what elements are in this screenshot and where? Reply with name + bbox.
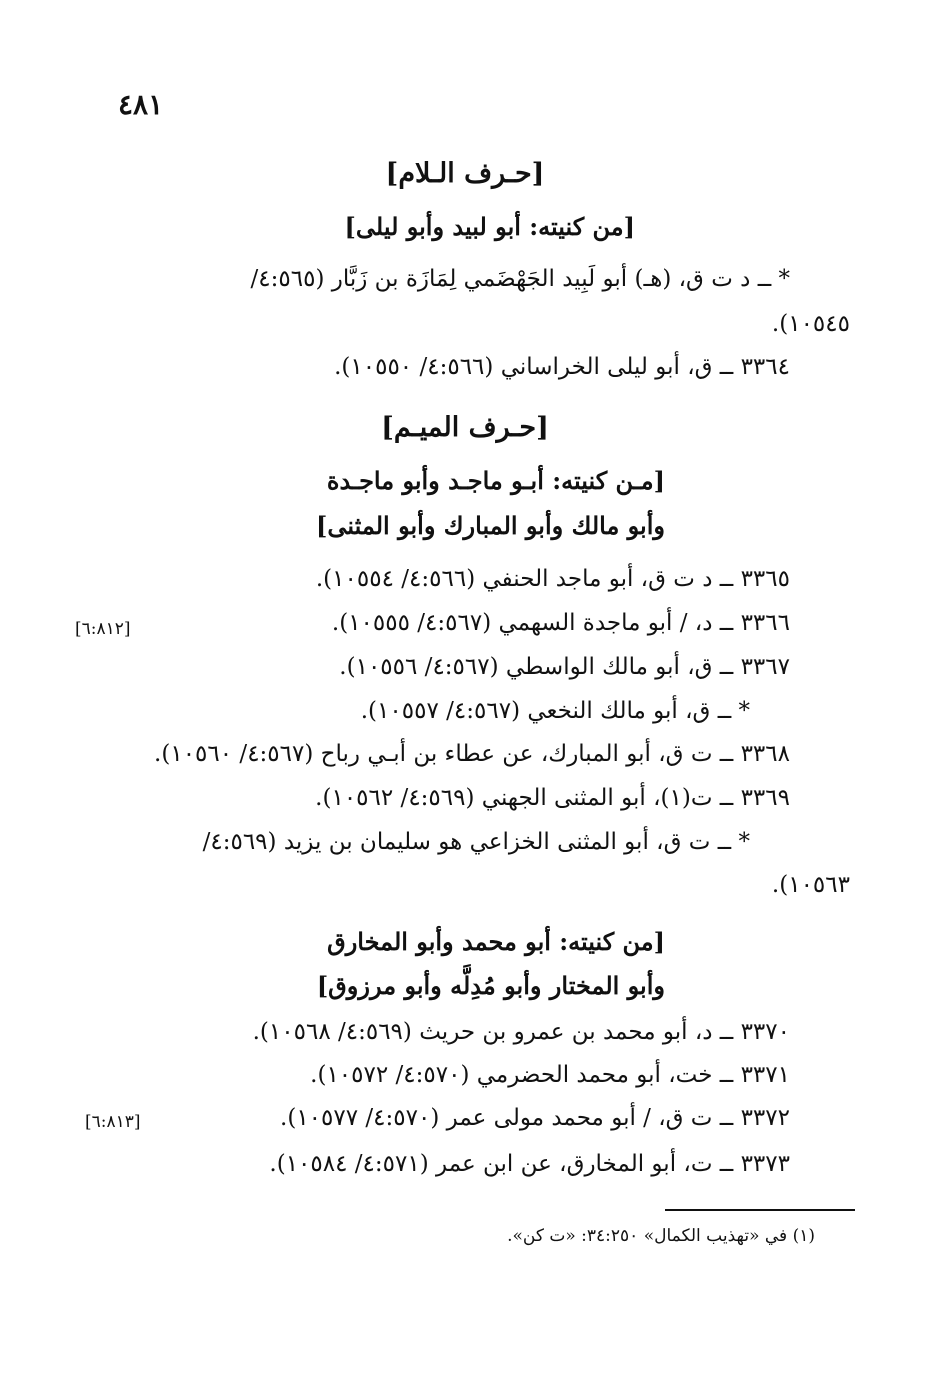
subheading-muhammad-line1: [من كنيته: أبو محمد وأبو المخارق: [327, 927, 665, 956]
footnote: (١) في «تهذيب الكمال» ٣٤:٢٥٠: «ت كن».: [507, 1226, 815, 1246]
subheading-muhammad-line2: وأبو المختار وأبو مُدِلَّه وأبو مرزوق]: [316, 971, 665, 1000]
entry-line: ٣٣٧٢ ــ ت ق، / أبو محمد مولى عمر (٤:٥٧٠/ ١٠٥٧٧).: [280, 1105, 790, 1131]
entry-continuation: ١٠٥٤٥).: [771, 311, 850, 337]
entry-line: ٣٣٧١ ــ خت، أبو محمد الحضرمي (٤:٥٧٠/ ١٠٥٧٢).: [310, 1062, 790, 1088]
entry-continuation: ١٠٥٦٣).: [771, 872, 850, 898]
entry-line: ٣٣٧٠ ــ د، أبو محمد بن عمرو بن حريث (٤:٥٦٩/ ١٠٥٦٨).: [252, 1019, 790, 1045]
footnote-separator: [665, 1209, 855, 1211]
entry-line: * ــ د ت ق، (هـ) أبو لَبِيد الجَهْضَمي لِمَازَة بن زَبَّار (٤:٥٦٥/: [250, 266, 790, 292]
entry-line: ٣٣٦٩ ــ ت(١)، أبو المثنى الجهني (٤:٥٦٩/ ١٠٥٦٢).: [315, 785, 790, 811]
entry-line: * ــ ق، أبو مالك النخعي (٤:٥٦٧/ ١٠٥٥٧).: [360, 698, 750, 724]
entry-line: * ــ ت ق، أبو المثنى الخزاعي هو سليمان بن يزيد (٤:٥٦٩/: [202, 829, 750, 855]
entry-line: ٣٣٦٨ ــ ت ق، أبو المبارك، عن عطاء بن أبـي رباح (٤:٥٦٧/ ١٠٥٦٠).: [154, 741, 790, 767]
section-heading-lam: [حـرف الـلام]: [385, 158, 545, 189]
margin-reference: [٦:٨١٣]: [85, 1112, 141, 1132]
entry-line: ٣٣٦٦ ــ د، / أبو ماجدة السهمي (٤:٥٦٧/ ١٠٥٥٥).: [331, 610, 790, 636]
subheading-mim-line1: [مـن كنيته: أبـو ماجـد وأبو ماجـدة: [326, 466, 665, 495]
entry-line: ٣٣٧٣ ــ ت، أبو المخارق، عن ابن عمر (٤:٥٧١/ ١٠٥٨٤).: [269, 1151, 790, 1177]
entry-line: ٣٣٦٧ ــ ق، أبو مالك الواسطي (٤:٥٦٧/ ١٠٥٥٦).: [339, 654, 790, 680]
margin-reference: [٦:٨١٢]: [75, 619, 131, 639]
page-number: ٤٨١: [118, 88, 164, 121]
entry-line: ٣٣٦٤ ــ ق، أبو ليلى الخراساني (٤:٥٦٦/ ١٠٥٥٠).: [334, 354, 790, 380]
entry-line: ٣٣٦٥ ــ د ت ق، أبو ماجد الحنفي (٤:٥٦٦/ ١٠٥٥٤).: [315, 566, 790, 592]
section-heading-mim: [حـرف الميـم]: [381, 412, 549, 443]
subheading-mim-line2: وأبو مالك وأبو المبارك وأبو المثنى]: [316, 511, 665, 540]
subheading-lam: [من كنيته: أبو لبيد وأبو ليلى]: [344, 212, 635, 241]
